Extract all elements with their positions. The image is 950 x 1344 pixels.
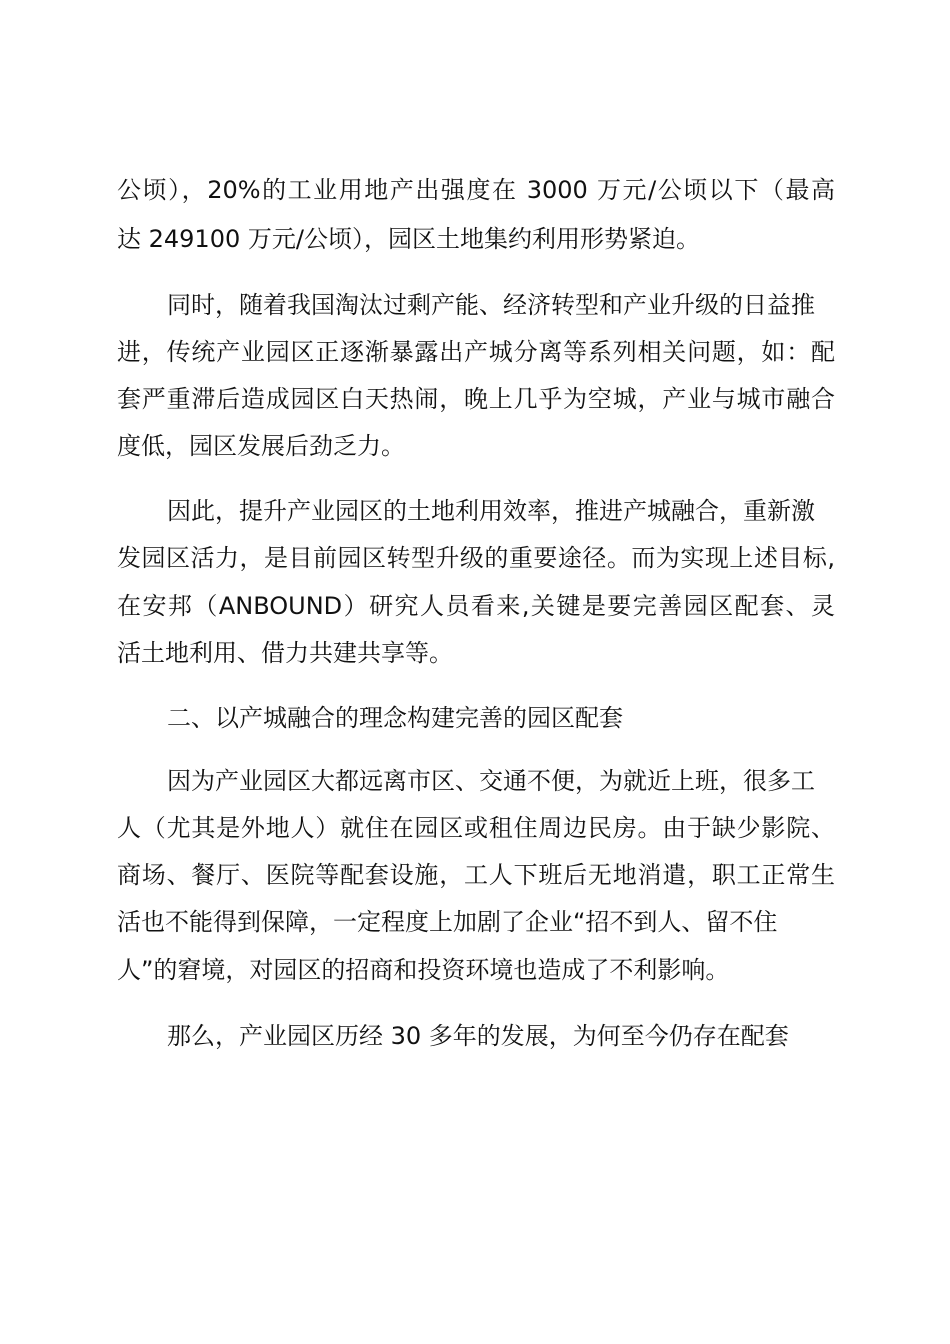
paragraph-line: 商场、餐厅、医院等配套设施，工人下班后无地消遣，职工正常生 — [117, 861, 835, 889]
section-heading: 二、以产城融合的理念构建完善的园区配套 — [167, 704, 623, 732]
paragraph-line: 那么，产业园区历经 30 多年的发展，为何至今仍存在配套 — [167, 1022, 789, 1050]
paragraph-line: 进，传统产业园区正逐渐暴露出产城分离等系列相关问题，如：配 — [117, 338, 835, 366]
paragraph-line: 同时，随着我国淘汰过剩产能、经济转型和产业升级的日益推 — [167, 291, 815, 319]
paragraph-line: 套严重滞后造成园区白天热闹，晚上几乎为空城，产业与城市融合 — [117, 385, 835, 413]
paragraph-line: 发园区活力，是目前园区转型升级的重要途径。而为实现上述目标, — [117, 544, 835, 572]
paragraph-line: 活也不能得到保障，一定程度上加剧了企业“招不到人、留不住 — [117, 908, 778, 936]
paragraph-line: 人（尤其是外地人）就住在园区或租住周边民房。由于缺少影院、 — [117, 814, 835, 842]
paragraph-line: 公顷），20%的工业用地产出强度在 3000 万元/公顷以下（最高 — [117, 176, 835, 204]
paragraph-line: 达 249100 万元/公顷），园区土地集约利用形势紧迫。 — [117, 225, 700, 253]
paragraph-line: 活土地利用、借力共建共享等。 — [117, 639, 453, 667]
paragraph-line: 因此，提升产业园区的土地利用效率，推进产城融合，重新激 — [167, 497, 815, 525]
paragraph-line: 人”的窘境，对园区的招商和投资环境也造成了不利影响。 — [117, 956, 730, 984]
paragraph-line: 因为产业园区大都远离市区、交通不便，为就近上班，很多工 — [167, 767, 815, 795]
paragraph-line: 度低，园区发展后劲乏力。 — [117, 432, 405, 460]
paragraph-line: 在安邦（ANBOUND）研究人员看来,关键是要完善园区配套、灵 — [117, 592, 835, 620]
